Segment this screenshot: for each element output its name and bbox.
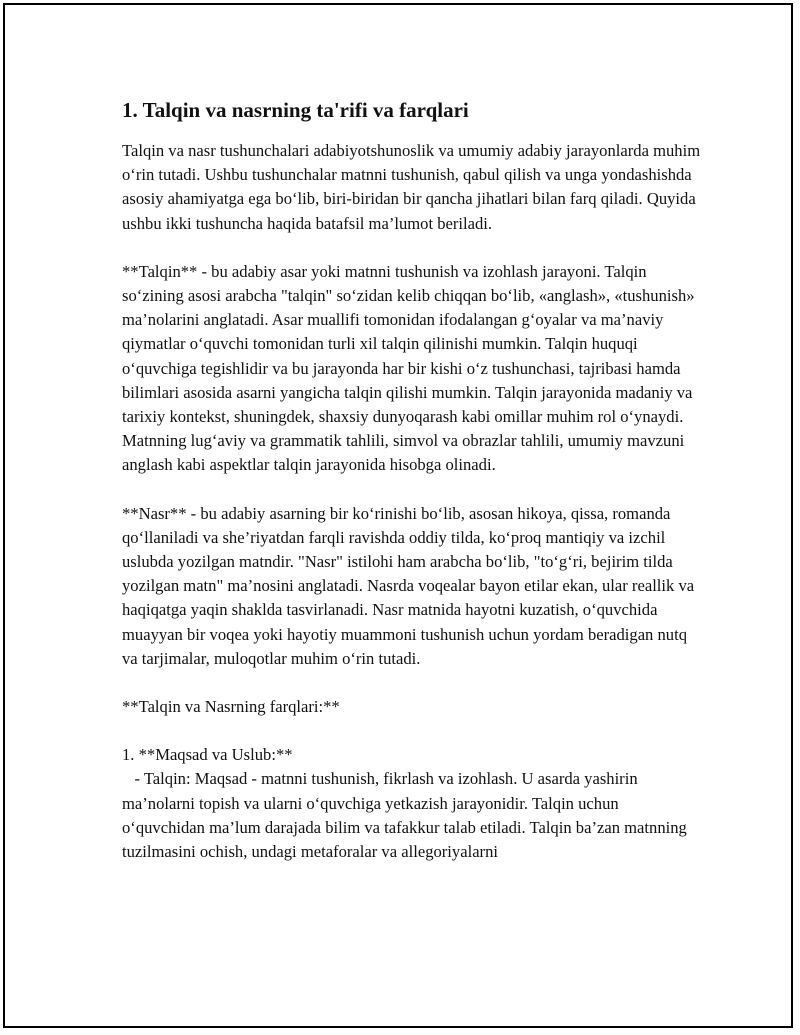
paragraph-intro: Talqin va nasr tushunchalari adabiyotshunoslik va umumiy adabiy jarayonlarda muhim o‘rin tutadi. Ushbu tushunchalar matnni tushunish, qabul qilish va unga yondashishda asosiy ahamiyatga ega bo‘lib, biri-biridan bir qancha jihatlari bilan farq qiladi. Quyida ushbu ikki tushuncha haqida batafsil ma’lumot beriladi. — [122, 141, 705, 233]
paragraph-talqin: **Talqin** - bu adabiy asar yoki matnni tushunish va izohlash jarayoni. Talqin so‘zining asosi arabcha "talqin" so‘zidan kelib chiqqan bo‘lib, «anglash», «tushunish» ma’nolarini anglatadi. Asar muallifi tomonidan ifodalangan g‘oyalar va ma’naviy qiymatlar o‘quvchi tomonidan turli xil talqin qilinishi mumkin. Talqin huquqi o‘quvchiga tegishlidir va bu jarayonda har bir kishi o‘z tushunchasi, tajribasi hamda bilimlari asosida asarni yangicha talqin qilishi mumkin. Talqin jarayonida madaniy va tarixiy kontekst, shuningdek, shaxsiy dunyoqarash kabi omillar muhim rol o‘ynaydi. Matnning lug‘aviy va grammatik tahlili, simvol va obrazlar tahlili, umumiy mavzuni anglash kabi aspektlar talqin jarayonida hisobga olinadi. — [122, 261, 699, 475]
list-item-heading: 1. **Maqsad va Uslub:** — [122, 745, 293, 765]
paragraph-nasr: **Nasr** - bu adabiy asarning bir ko‘rinishi bo‘lib, asosan hikoya, qissa, romanda qo‘llaniladi va she’riyatdan farqli ravishda oddiy tilda, ko‘proq mantiqiy va izchil uslubda yozilgan matndir. "Nasr" istilohi ham arabcha bo‘lib, "to‘g‘ri, bejirim tilda yozilgan matn" ma’nosini anglatadi. Nasrda voqealar bayon etilar ekan, ular reallik va haqiqatga yaqin shaklda tasvirlanadi. Nasr matnida hayotni kuzatish, o‘quvchida muayyan bir voqea yoki hayotiy muammoni tushunish uchun yordam beradigan nutq va tarjimalar, muloqotlar muhim o‘rin tutadi. — [122, 503, 699, 668]
document-body — [122, 95, 705, 864]
document-page — [3, 3, 793, 1028]
section-heading: 1. Talqin va nasrning ta'rifi va farqlari — [122, 98, 469, 122]
paragraph-differences-heading: **Talqin va Nasrning farqlari:** — [122, 697, 340, 717]
list-item-text: - Talqin: Maqsad - matnni tushunish, fikrlash va izohlash. U asarda yashirin ma’nolarni topish va ularni o‘quvchiga yetkazish jarayonidir. Talqin uchun o‘quvchidan ma’lum darajada bilim va tafakkur talab etiladi. Talqin ba’zan matnning tuzilmasini ochish, undagi metaforalar va allegoriyalarni — [122, 769, 691, 862]
